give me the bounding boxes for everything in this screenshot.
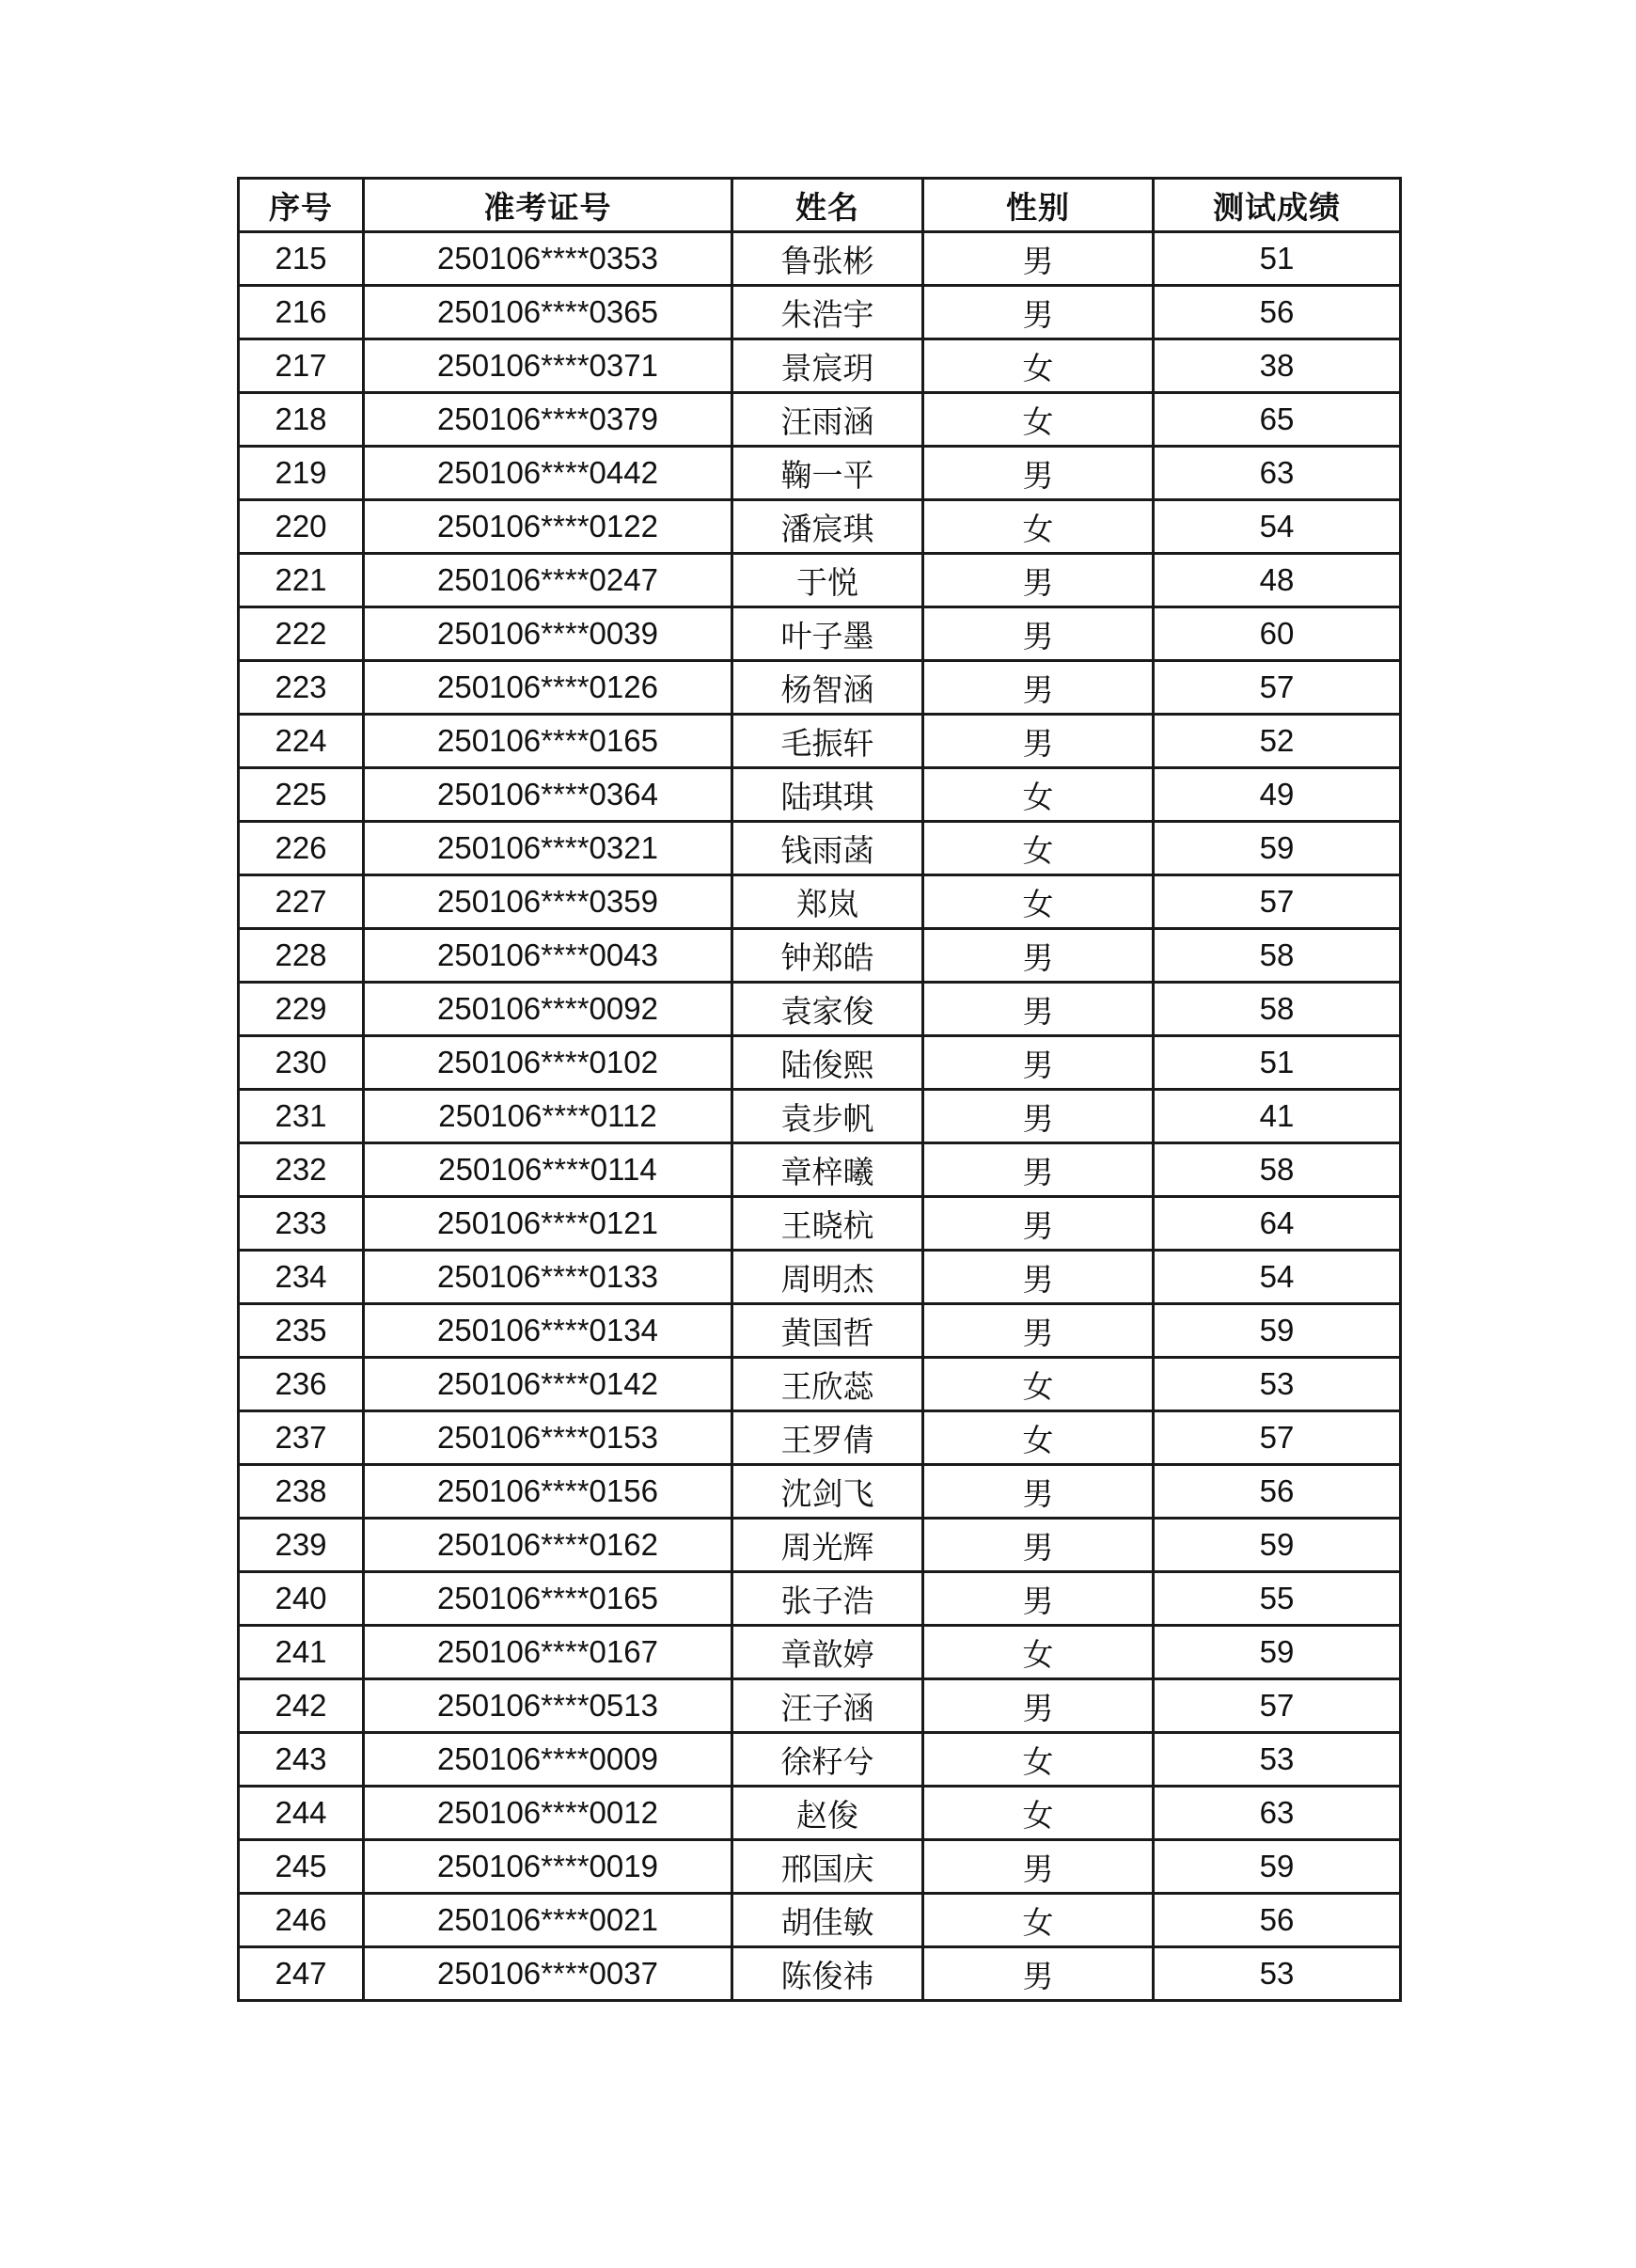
cell-exam-id: 250106****0379 <box>364 393 732 447</box>
cell-name: 叶子墨 <box>732 607 923 661</box>
cell-score: 63 <box>1154 1787 1401 1840</box>
cell-score: 55 <box>1154 1572 1401 1626</box>
table-row <box>239 554 1401 607</box>
cell-score: 58 <box>1154 1143 1401 1197</box>
cell-gender: 男 <box>923 1840 1154 1894</box>
cell-gender: 男 <box>923 447 1154 500</box>
cell-seq: 216 <box>239 286 364 339</box>
cell-score: 38 <box>1154 339 1401 393</box>
cell-seq: 237 <box>239 1411 364 1465</box>
cell-score: 41 <box>1154 1090 1401 1143</box>
table-row <box>239 1090 1401 1143</box>
cell-score: 64 <box>1154 1197 1401 1251</box>
cell-seq: 225 <box>239 768 364 822</box>
cell-seq: 229 <box>239 983 364 1036</box>
table-row <box>239 1679 1401 1733</box>
cell-exam-id: 250106****0165 <box>364 715 732 768</box>
cell-score: 58 <box>1154 929 1401 983</box>
table-row <box>239 500 1401 554</box>
cell-name: 袁家俊 <box>732 983 923 1036</box>
cell-seq: 234 <box>239 1251 364 1304</box>
cell-gender: 女 <box>923 1626 1154 1679</box>
cell-seq: 230 <box>239 1036 364 1090</box>
cell-score: 58 <box>1154 983 1401 1036</box>
cell-gender: 男 <box>923 607 1154 661</box>
cell-gender: 女 <box>923 393 1154 447</box>
cell-exam-id: 250106****0371 <box>364 339 732 393</box>
cell-gender: 男 <box>923 661 1154 715</box>
cell-exam-id: 250106****0102 <box>364 1036 732 1090</box>
cell-score: 53 <box>1154 1947 1401 2001</box>
cell-name: 钱雨菡 <box>732 822 923 875</box>
cell-score: 57 <box>1154 1679 1401 1733</box>
cell-gender: 女 <box>923 500 1154 554</box>
cell-exam-id: 250106****0121 <box>364 1197 732 1251</box>
header-exam-id: 准考证号 <box>364 179 732 232</box>
cell-seq: 217 <box>239 339 364 393</box>
cell-seq: 227 <box>239 875 364 929</box>
table-row <box>239 1358 1401 1411</box>
cell-score: 57 <box>1154 1411 1401 1465</box>
cell-exam-id: 250106****0165 <box>364 1572 732 1626</box>
cell-name: 郑岚 <box>732 875 923 929</box>
table-row <box>239 1519 1401 1572</box>
cell-gender: 男 <box>923 1947 1154 2001</box>
cell-name: 于悦 <box>732 554 923 607</box>
cell-score: 57 <box>1154 661 1401 715</box>
cell-gender: 男 <box>923 1251 1154 1304</box>
cell-gender: 男 <box>923 929 1154 983</box>
table-row <box>239 1572 1401 1626</box>
table-row <box>239 768 1401 822</box>
cell-seq: 247 <box>239 1947 364 2001</box>
table-row <box>239 1036 1401 1090</box>
cell-name: 黄国哲 <box>732 1304 923 1358</box>
cell-name: 朱浩宇 <box>732 286 923 339</box>
cell-gender: 男 <box>923 715 1154 768</box>
cell-gender: 男 <box>923 1143 1154 1197</box>
cell-name: 王欣蕊 <box>732 1358 923 1411</box>
cell-gender: 男 <box>923 1304 1154 1358</box>
cell-exam-id: 250106****0043 <box>364 929 732 983</box>
cell-name: 袁步帆 <box>732 1090 923 1143</box>
cell-gender: 男 <box>923 554 1154 607</box>
cell-exam-id: 250106****0513 <box>364 1679 732 1733</box>
cell-score: 65 <box>1154 393 1401 447</box>
cell-name: 鲁张彬 <box>732 232 923 286</box>
header-gender: 性别 <box>923 179 1154 232</box>
cell-score: 59 <box>1154 1519 1401 1572</box>
cell-seq: 238 <box>239 1465 364 1519</box>
cell-gender: 男 <box>923 1519 1154 1572</box>
cell-score: 54 <box>1154 1251 1401 1304</box>
cell-gender: 女 <box>923 875 1154 929</box>
cell-exam-id: 250106****0112 <box>364 1090 732 1143</box>
table-row <box>239 1304 1401 1358</box>
cell-score: 52 <box>1154 715 1401 768</box>
cell-name: 章梓曦 <box>732 1143 923 1197</box>
cell-gender: 女 <box>923 339 1154 393</box>
table-row <box>239 715 1401 768</box>
cell-name: 景宸玥 <box>732 339 923 393</box>
cell-score: 60 <box>1154 607 1401 661</box>
header-row <box>239 179 1401 232</box>
cell-name: 徐籽兮 <box>732 1733 923 1787</box>
cell-name: 钟郑皓 <box>732 929 923 983</box>
cell-exam-id: 250106****0365 <box>364 286 732 339</box>
cell-name: 沈剑飞 <box>732 1465 923 1519</box>
cell-exam-id: 250106****0092 <box>364 983 732 1036</box>
cell-exam-id: 250106****0353 <box>364 232 732 286</box>
cell-name: 赵俊 <box>732 1787 923 1840</box>
cell-name: 王罗倩 <box>732 1411 923 1465</box>
table-row <box>239 1197 1401 1251</box>
cell-score: 57 <box>1154 875 1401 929</box>
table-row <box>239 822 1401 875</box>
cell-score: 56 <box>1154 1894 1401 1947</box>
score-table <box>237 177 1402 2002</box>
cell-gender: 女 <box>923 1787 1154 1840</box>
cell-score: 63 <box>1154 447 1401 500</box>
cell-gender: 女 <box>923 768 1154 822</box>
cell-score: 54 <box>1154 500 1401 554</box>
table-row <box>239 447 1401 500</box>
table-row <box>239 1465 1401 1519</box>
table-row <box>239 1947 1401 2001</box>
cell-seq: 219 <box>239 447 364 500</box>
cell-score: 49 <box>1154 768 1401 822</box>
cell-seq: 223 <box>239 661 364 715</box>
cell-score: 56 <box>1154 286 1401 339</box>
cell-gender: 男 <box>923 1465 1154 1519</box>
cell-exam-id: 250106****0321 <box>364 822 732 875</box>
cell-score: 48 <box>1154 554 1401 607</box>
cell-gender: 女 <box>923 1733 1154 1787</box>
cell-seq: 235 <box>239 1304 364 1358</box>
cell-score: 59 <box>1154 822 1401 875</box>
cell-exam-id: 250106****0162 <box>364 1519 732 1572</box>
cell-name: 陆俊熙 <box>732 1036 923 1090</box>
cell-name: 周明杰 <box>732 1251 923 1304</box>
cell-seq: 244 <box>239 1787 364 1840</box>
header-score: 测试成绩 <box>1154 179 1401 232</box>
cell-seq: 236 <box>239 1358 364 1411</box>
table-row <box>239 1787 1401 1840</box>
cell-exam-id: 250106****0133 <box>364 1251 732 1304</box>
cell-score: 59 <box>1154 1304 1401 1358</box>
header-name: 姓名 <box>732 179 923 232</box>
cell-seq: 226 <box>239 822 364 875</box>
cell-seq: 243 <box>239 1733 364 1787</box>
cell-name: 潘宸琪 <box>732 500 923 554</box>
cell-gender: 女 <box>923 1358 1154 1411</box>
cell-name: 汪雨涵 <box>732 393 923 447</box>
cell-exam-id: 250106****0364 <box>364 768 732 822</box>
cell-score: 53 <box>1154 1358 1401 1411</box>
table-row <box>239 875 1401 929</box>
cell-seq: 218 <box>239 393 364 447</box>
cell-exam-id: 250106****0142 <box>364 1358 732 1411</box>
cell-gender: 男 <box>923 1197 1154 1251</box>
table-body <box>239 232 1401 2001</box>
cell-gender: 男 <box>923 1679 1154 1733</box>
cell-name: 邢国庆 <box>732 1840 923 1894</box>
cell-score: 51 <box>1154 1036 1401 1090</box>
cell-exam-id: 250106****0247 <box>364 554 732 607</box>
cell-score: 53 <box>1154 1733 1401 1787</box>
cell-name: 陆琪琪 <box>732 768 923 822</box>
cell-exam-id: 250106****0153 <box>364 1411 732 1465</box>
cell-exam-id: 250106****0019 <box>364 1840 732 1894</box>
cell-exam-id: 250106****0134 <box>364 1304 732 1358</box>
cell-exam-id: 250106****0126 <box>364 661 732 715</box>
table-row <box>239 929 1401 983</box>
cell-name: 鞠一平 <box>732 447 923 500</box>
cell-gender: 男 <box>923 1572 1154 1626</box>
table-row <box>239 339 1401 393</box>
table-row <box>239 607 1401 661</box>
cell-seq: 220 <box>239 500 364 554</box>
cell-seq: 245 <box>239 1840 364 1894</box>
cell-seq: 215 <box>239 232 364 286</box>
cell-gender: 男 <box>923 1036 1154 1090</box>
table-row <box>239 1411 1401 1465</box>
cell-exam-id: 250106****0167 <box>364 1626 732 1679</box>
cell-gender: 男 <box>923 1090 1154 1143</box>
cell-exam-id: 250106****0012 <box>364 1787 732 1840</box>
cell-seq: 228 <box>239 929 364 983</box>
cell-name: 汪子涵 <box>732 1679 923 1733</box>
cell-exam-id: 250106****0114 <box>364 1143 732 1197</box>
cell-seq: 233 <box>239 1197 364 1251</box>
cell-gender: 女 <box>923 1894 1154 1947</box>
table-row <box>239 393 1401 447</box>
cell-score: 59 <box>1154 1840 1401 1894</box>
cell-seq: 242 <box>239 1679 364 1733</box>
table-row <box>239 661 1401 715</box>
cell-gender: 男 <box>923 983 1154 1036</box>
cell-seq: 221 <box>239 554 364 607</box>
table-row <box>239 1251 1401 1304</box>
table-row <box>239 1733 1401 1787</box>
cell-exam-id: 250106****0122 <box>364 500 732 554</box>
cell-name: 毛振轩 <box>732 715 923 768</box>
cell-name: 章歆婷 <box>732 1626 923 1679</box>
cell-name: 周光辉 <box>732 1519 923 1572</box>
header-seq: 序号 <box>239 179 364 232</box>
cell-seq: 231 <box>239 1090 364 1143</box>
table-row <box>239 232 1401 286</box>
cell-exam-id: 250106****0442 <box>364 447 732 500</box>
cell-gender: 男 <box>923 286 1154 339</box>
cell-exam-id: 250106****0009 <box>364 1733 732 1787</box>
cell-exam-id: 250106****0037 <box>364 1947 732 2001</box>
table-row <box>239 983 1401 1036</box>
cell-seq: 246 <box>239 1894 364 1947</box>
cell-gender: 女 <box>923 822 1154 875</box>
cell-seq: 222 <box>239 607 364 661</box>
cell-exam-id: 250106****0039 <box>364 607 732 661</box>
cell-exam-id: 250106****0156 <box>364 1465 732 1519</box>
table-row <box>239 1143 1401 1197</box>
cell-score: 59 <box>1154 1626 1401 1679</box>
cell-seq: 241 <box>239 1626 364 1679</box>
cell-exam-id: 250106****0359 <box>364 875 732 929</box>
cell-name: 陈俊祎 <box>732 1947 923 2001</box>
cell-seq: 240 <box>239 1572 364 1626</box>
cell-seq: 232 <box>239 1143 364 1197</box>
cell-name: 王晓杭 <box>732 1197 923 1251</box>
cell-exam-id: 250106****0021 <box>364 1894 732 1947</box>
cell-seq: 224 <box>239 715 364 768</box>
cell-gender: 男 <box>923 232 1154 286</box>
table-row <box>239 1894 1401 1947</box>
table-row <box>239 286 1401 339</box>
cell-name: 张子浩 <box>732 1572 923 1626</box>
table-row <box>239 1840 1401 1894</box>
cell-name: 杨智涵 <box>732 661 923 715</box>
cell-gender: 女 <box>923 1411 1154 1465</box>
cell-score: 56 <box>1154 1465 1401 1519</box>
table-row <box>239 1626 1401 1679</box>
cell-seq: 239 <box>239 1519 364 1572</box>
cell-score: 51 <box>1154 232 1401 286</box>
cell-name: 胡佳敏 <box>732 1894 923 1947</box>
